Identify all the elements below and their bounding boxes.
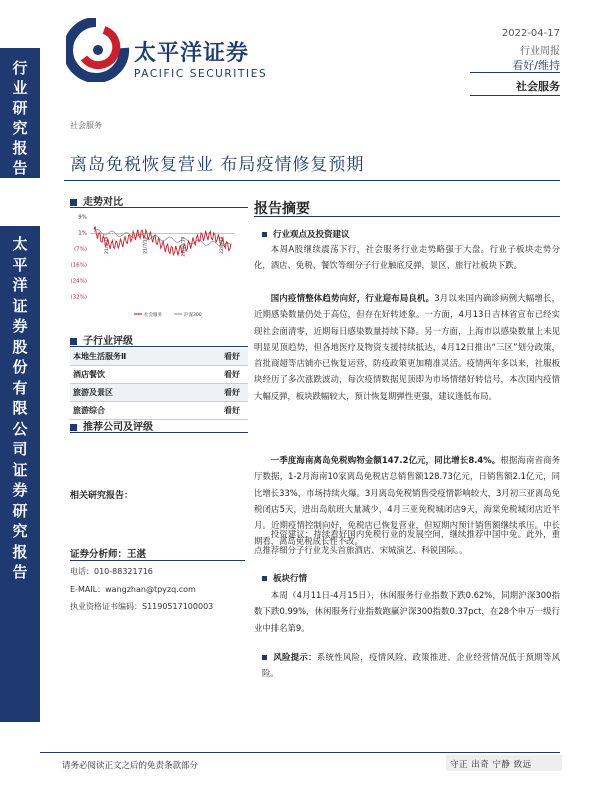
analyst-email[interactable]: E-MAIL：wangzhan@tpyzq.com: [70, 585, 196, 594]
analyst-name: 证券分析师：王湛: [70, 549, 147, 560]
analyst-cert: 执业资格证书编码：S1190517100003: [70, 602, 214, 611]
table-row: [70, 402, 248, 420]
trend-heading: 走势对比: [70, 193, 123, 208]
sidebar-company-char: 洋: [12, 276, 28, 294]
y-tick-label: (32%): [70, 294, 87, 301]
square-bullet-icon: [262, 232, 267, 237]
analyst-phone: 电话：010-88321716: [70, 567, 153, 576]
table-row: [70, 348, 248, 366]
summary-paragraph-1: 本周A股继续震荡下行，社会服务行业走势略强于大盘。行业子板块走势分化，酒店、免税、餐饮等细分子行业触底反弹，景区、旅行社板块下跌。: [254, 244, 560, 271]
risk-bold: 风险提示：: [273, 652, 317, 662]
industry-rating-divider: [70, 346, 248, 347]
sidebar-company-text: [0, 234, 40, 583]
legend-label: 社会服务: [144, 313, 162, 318]
sub-industry-rating: 看好: [192, 366, 248, 384]
x-tick-label: 21/7/19: [143, 236, 149, 254]
y-tick-label: 1%: [78, 230, 87, 237]
sidebar-category-text: [0, 58, 40, 178]
sidebar-company-char: 证: [12, 460, 28, 479]
x-tick-label: 21/4/19: [105, 236, 110, 254]
summary-paragraph-2: [254, 290, 560, 404]
legend-label: 沪深300: [184, 313, 202, 318]
sidebar-category-char: 报: [12, 139, 28, 157]
p2-text: 3月以来国内确诊病例大幅增长，近期感染数量仍处于高位，但存在好转迹象。一方面，4月13日吉林省宣布已经实现社会面清零，近期每日感染数量持续下降。另一方面，上海市以感染数量上未见明显见顶趋势，但各地医疗及物资支援持续抵达，4月12日推出“三区”划分政策，首批商超等店铺亦已恢复运营，防疫政策更加精准灵活。疫情两年多以来，社服板块经历了多次涨跌波动，每次疫情数据见顶即为市场情绪好转信号，本次国内疫情大幅反弹，板块跌幅较大，预计恢复期弹性更强，建议逢低布局。: [254, 293, 561, 401]
y-tick-label: 9%: [78, 214, 87, 221]
sector-name: 社会服务: [516, 80, 560, 93]
square-bullet-icon: [262, 576, 267, 581]
header-divider: [470, 72, 560, 73]
recommended-heading: 推荐公司及评级: [70, 418, 153, 433]
sidebar-company-char: 限: [12, 399, 28, 417]
report-type: 行业周报: [520, 46, 560, 57]
trend-chart: [70, 212, 242, 322]
trend-divider: [70, 207, 248, 208]
table-row: [70, 366, 248, 384]
square-bullet-icon: [262, 655, 267, 660]
p2-bold: 国内疫情整体趋势向好，行业迎布局良机。: [270, 293, 435, 303]
report-date: 2022-04-17: [501, 28, 560, 39]
square-bullet-icon: [70, 424, 77, 431]
sidebar-company-char: 平: [12, 255, 28, 274]
opinion-heading: 行业观点及投资建议: [262, 228, 350, 240]
sidebar-company-char: 有: [12, 378, 28, 397]
brand-name-en: PACIFIC SECURITIES: [134, 68, 268, 80]
sub-industry-name: 旅游综合: [70, 402, 192, 420]
sub-industry-rating: 看好: [192, 384, 248, 402]
risk-paragraph: [254, 649, 560, 682]
y-tick-label: (24%): [70, 278, 87, 285]
industry-rating-heading: 子行业评级: [70, 332, 133, 347]
sidebar-category-char: 告: [12, 159, 28, 177]
recommended-divider: [70, 432, 248, 433]
sidebar-company-char: 股: [12, 337, 28, 356]
sub-industry-name: 酒店餐饮: [70, 366, 192, 384]
industry-rating-table: [70, 348, 248, 420]
sidebar-company-char: 公: [12, 419, 28, 438]
x-tick-label: 22/1/19: [220, 236, 225, 254]
sidebar-company-char: 份: [12, 358, 28, 376]
sub-industry-rating: 看好: [192, 348, 248, 366]
title-divider: [64, 180, 560, 181]
summary-paragraph-4: 投资建议：持续看好国内免税行业的发展空间，继续推荐中国中免。此外，重点推荐细分子行业龙头首旅酒店、宋城演艺、科锐国际。。: [254, 529, 560, 556]
sub-industry-name: 旅游及景区: [70, 384, 192, 402]
analyst-divider: [70, 560, 245, 561]
sidebar-company-char: 究: [12, 522, 28, 540]
industry-rating-label: 看好/维持: [512, 59, 560, 72]
sidebar-company-char: 司: [12, 440, 28, 458]
brand-name-cn: 太平洋证券: [134, 41, 250, 66]
logo-dot: [93, 45, 103, 55]
footer-disclaimer: 请务必阅读正文之后的免责条款部分: [62, 761, 199, 771]
summary-title: 报告摘要: [254, 201, 310, 217]
header-divider-2: [470, 95, 560, 96]
y-tick-label: (7%): [73, 246, 87, 253]
sidebar-category-char: 行: [12, 59, 28, 77]
sub-industry-rating: 看好: [192, 402, 248, 420]
sidebar-category-char: 研: [12, 99, 28, 117]
sidebar-company-char: 报: [12, 542, 28, 561]
sidebar-company-char: 研: [12, 501, 28, 520]
summary-divider: [254, 216, 560, 217]
p3-bold: 一季度海南离岛免税购物金额147.2亿元，同比增长8.4%。: [270, 455, 501, 465]
footer-motto: 守正 出奇 宁静 致远: [450, 760, 532, 770]
sidebar-company-char: 券: [12, 317, 28, 335]
related-reports-label: 相关研究报告：: [70, 491, 134, 501]
p3-text: 根据海南省商务厅数据，1-2月海南10家离岛免税店总销售额128.73亿元，日销售额2.1亿元，同比增长33%，市场持续火爆。3月离岛免税销售受疫情影响较大，3月初三亚离岛免税闭店5天，进出岛航班大量减少，4月三亚免税城闭店9天，海棠免税城闭店近半月。近期疫情控制向好，免税店已恢复营业，但短期内预计销售额继续承压。中长期看，离岛免税成长性不改。: [254, 455, 560, 547]
sidebar-category-char: 究: [12, 119, 28, 137]
market-heading: 板块行情: [262, 572, 307, 584]
y-tick-label: (16%): [70, 262, 87, 269]
page-title: 离岛免税恢复营业 布局疫情修复预期: [70, 155, 365, 175]
square-bullet-icon: [70, 199, 77, 206]
summary-paragraph-5: 本周（4月11日-4月15日），休闲服务行业指数下跌0.62%，同期沪深300指数下跌0.99%，休闲服务行业指数跑赢沪深300指数0.37pct，在28个申万一级行业中排名第9。: [254, 590, 560, 633]
sidebar-company-char: 券: [12, 481, 28, 499]
sidebar-company-char: 告: [12, 563, 28, 581]
sidebar-company-char: 太: [12, 235, 28, 253]
sub-industry-name: 本地生活服务Ⅱ: [70, 348, 192, 366]
sidebar-category-char: 业: [12, 79, 28, 97]
table-row: [70, 384, 248, 402]
x-tick-label: 21/10/19: [181, 236, 187, 257]
footer-divider: [40, 752, 560, 753]
category-label: 社会服务: [70, 121, 102, 130]
sidebar-company-char: 证: [12, 296, 28, 315]
risk-text: 系统性风险，疫情风险、政策推进、企业经营情况低于预期等风险。: [262, 652, 561, 679]
square-bullet-icon: [70, 338, 77, 345]
